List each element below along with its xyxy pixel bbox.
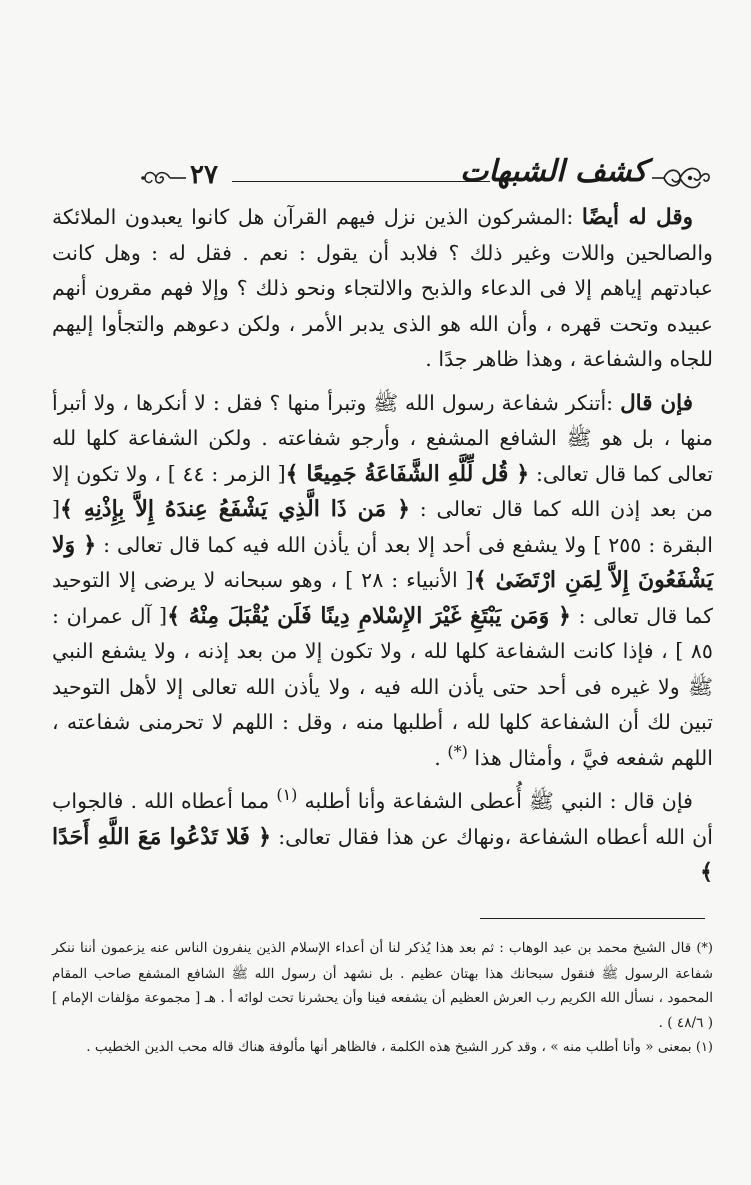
footnote-marker: (١) [276, 785, 298, 805]
lead-phrase: فإن قال [620, 390, 694, 416]
paragraph-1 [52, 200, 713, 378]
paragraph-text: [ الأنبياء : ٢٨ ] ، وهو سبحانه لا يرضى إلا التوحيد كما قال تعالى : [52, 568, 713, 628]
paragraph-text: [ البقرة : ٢٥٥ ] ولا يشفع فى أحد إلا بعد أن يأذن الله فيه كما قال تعالى : [52, 497, 713, 557]
quran-verse: ﴿ مَن ذَا الَّذِي يَشْفَعُ عِندَهُ إِلاَّ بِإِذْنِهِ ﴾ [60, 496, 410, 522]
paragraph-2 [52, 386, 713, 777]
header-rule [232, 181, 490, 182]
quran-verse: ﴿ فَلا تَدْعُوا مَعَ اللَّهِ أَحَدًا ﴾ [52, 823, 713, 885]
lead-phrase: وقل له أيضًا [581, 205, 694, 230]
right-ornament-icon [650, 162, 712, 194]
quran-verse: ﴿ قُل لِّلَّهِ الشَّفَاعَةُ جَمِيعًا ﴾ [285, 460, 530, 487]
footnote-text: بمعنى « وأنا أطلب منه » ، وقد كرر الشيخ هذه الكلمة ، فالظاهر أنها مألوفة هناك قاله محب الدين الخطيب . [86, 1039, 692, 1055]
paragraph-3 [52, 784, 713, 891]
footnote-text: قال الشيخ محمد بن عبد الوهاب : ثم بعد هذا يُذكر لنا أن أعداء الإسلام الذين ينفرون الناس عنه يزعمون أننا ننكر شفاعة الرسول ﷺ فنقول سبحانك هذا بهتان عظيم . بل نشهد أن رسول الله ﷺ الشافع المشفع صاحب المقام المحمود ، نسأل الله الكريم رب العرش العظيم أن يشفعه فينا وأن يحشرنا تحت لوائه أ . هـ [ مجموعة مؤلفات الإمام ] ( ٤٨/٦ ) . [52, 940, 713, 1031]
paragraph-text: [ الزمر : ٤٤ ] ، ولا تكون إلا من بعد إذن الله كما قال تعالى : [52, 461, 713, 521]
main-text [52, 200, 713, 891]
page-number: ٢٧ [190, 160, 218, 190]
footnote-1 [52, 936, 713, 1035]
footnote-2 [52, 1035, 713, 1061]
book-title: كشف الشبهات [459, 154, 647, 189]
paragraph-text: [ آل عمران : ٨٥ ] ، فإذا كانت الشفاعة كلها لله ، ولا تكون إلا من بعد إذنه ، ولا يشفع النبي ﷺ ولا غيره فى أحد حتى يأذن الله فيه ، ولا يأذن الله تعالى إلا لأهل التوحيد تبين لك أن الشفاعة كلها لله ، أطلبها منه ، وقل : اللهم لا تحرمنى شفاعته ، اللهم شفعه فيَّ ، وأمثال هذا [52, 603, 713, 770]
paragraph-end: . [434, 745, 441, 770]
paragraph-text: :أتنكر شفاعة رسول الله ﷺ وتبرأ منها ؟ فقل : لا أنكرها ، ولا أتبرأ منها ، بل هو ﷺ الشافع المشفع ، وأرجو شفاعته . ولكن الشفاعة كلها لله تعالى كما قال تعالى: [52, 390, 713, 486]
quran-verse: ﴿ وَمَن يَبْتَغِ غَيْرَ الإِسْلامِ دِينًا فَلَن يُقْبَلَ مِنْهُ ﴾ [167, 602, 571, 629]
paragraph-text: مما أعطاه الله . فالجواب أن الله أعطاه الشفاعة ،ونهاك عن هذا فقال تعالى: [52, 789, 713, 849]
footnote-marker: (١) [695, 1040, 713, 1055]
paragraph-text: :المشركون الذين نزل فيهم القرآن هل كانوا يعبدون الملائكة والصالحين واللات وغير ذلك ؟ فلابد أن يقول : نعم . فقل له : وهل كانت عبادتهم إياهم إلا فى الدعاء والذبح والالتجاء ونحو ذلك ؟ وإلا فهم مقرون أنهم عبيده وتحت قهره ، وأن الله هو الذى يدبر الأمر ، ولكن دعوهم والتجأوا إليهم للجاه والشفاعة ، وهذا ظاهر جدًا . [52, 205, 713, 371]
quran-verse: ﴿ وَلا يَشْفَعُونَ إِلاَّ لِمَنِ ارْتَضَىٰ ﴾ [52, 531, 713, 593]
page-header [140, 154, 715, 198]
footnote-divider [480, 918, 705, 919]
footnote-marker: (*) [447, 741, 468, 761]
paragraph-text: فإن قال : النبي ﷺ أُعطى الشفاعة وأنا أطلبه [304, 789, 694, 813]
footnote-marker: (*) [696, 941, 713, 956]
footnotes [52, 936, 713, 1061]
left-ornament-icon [140, 166, 188, 190]
